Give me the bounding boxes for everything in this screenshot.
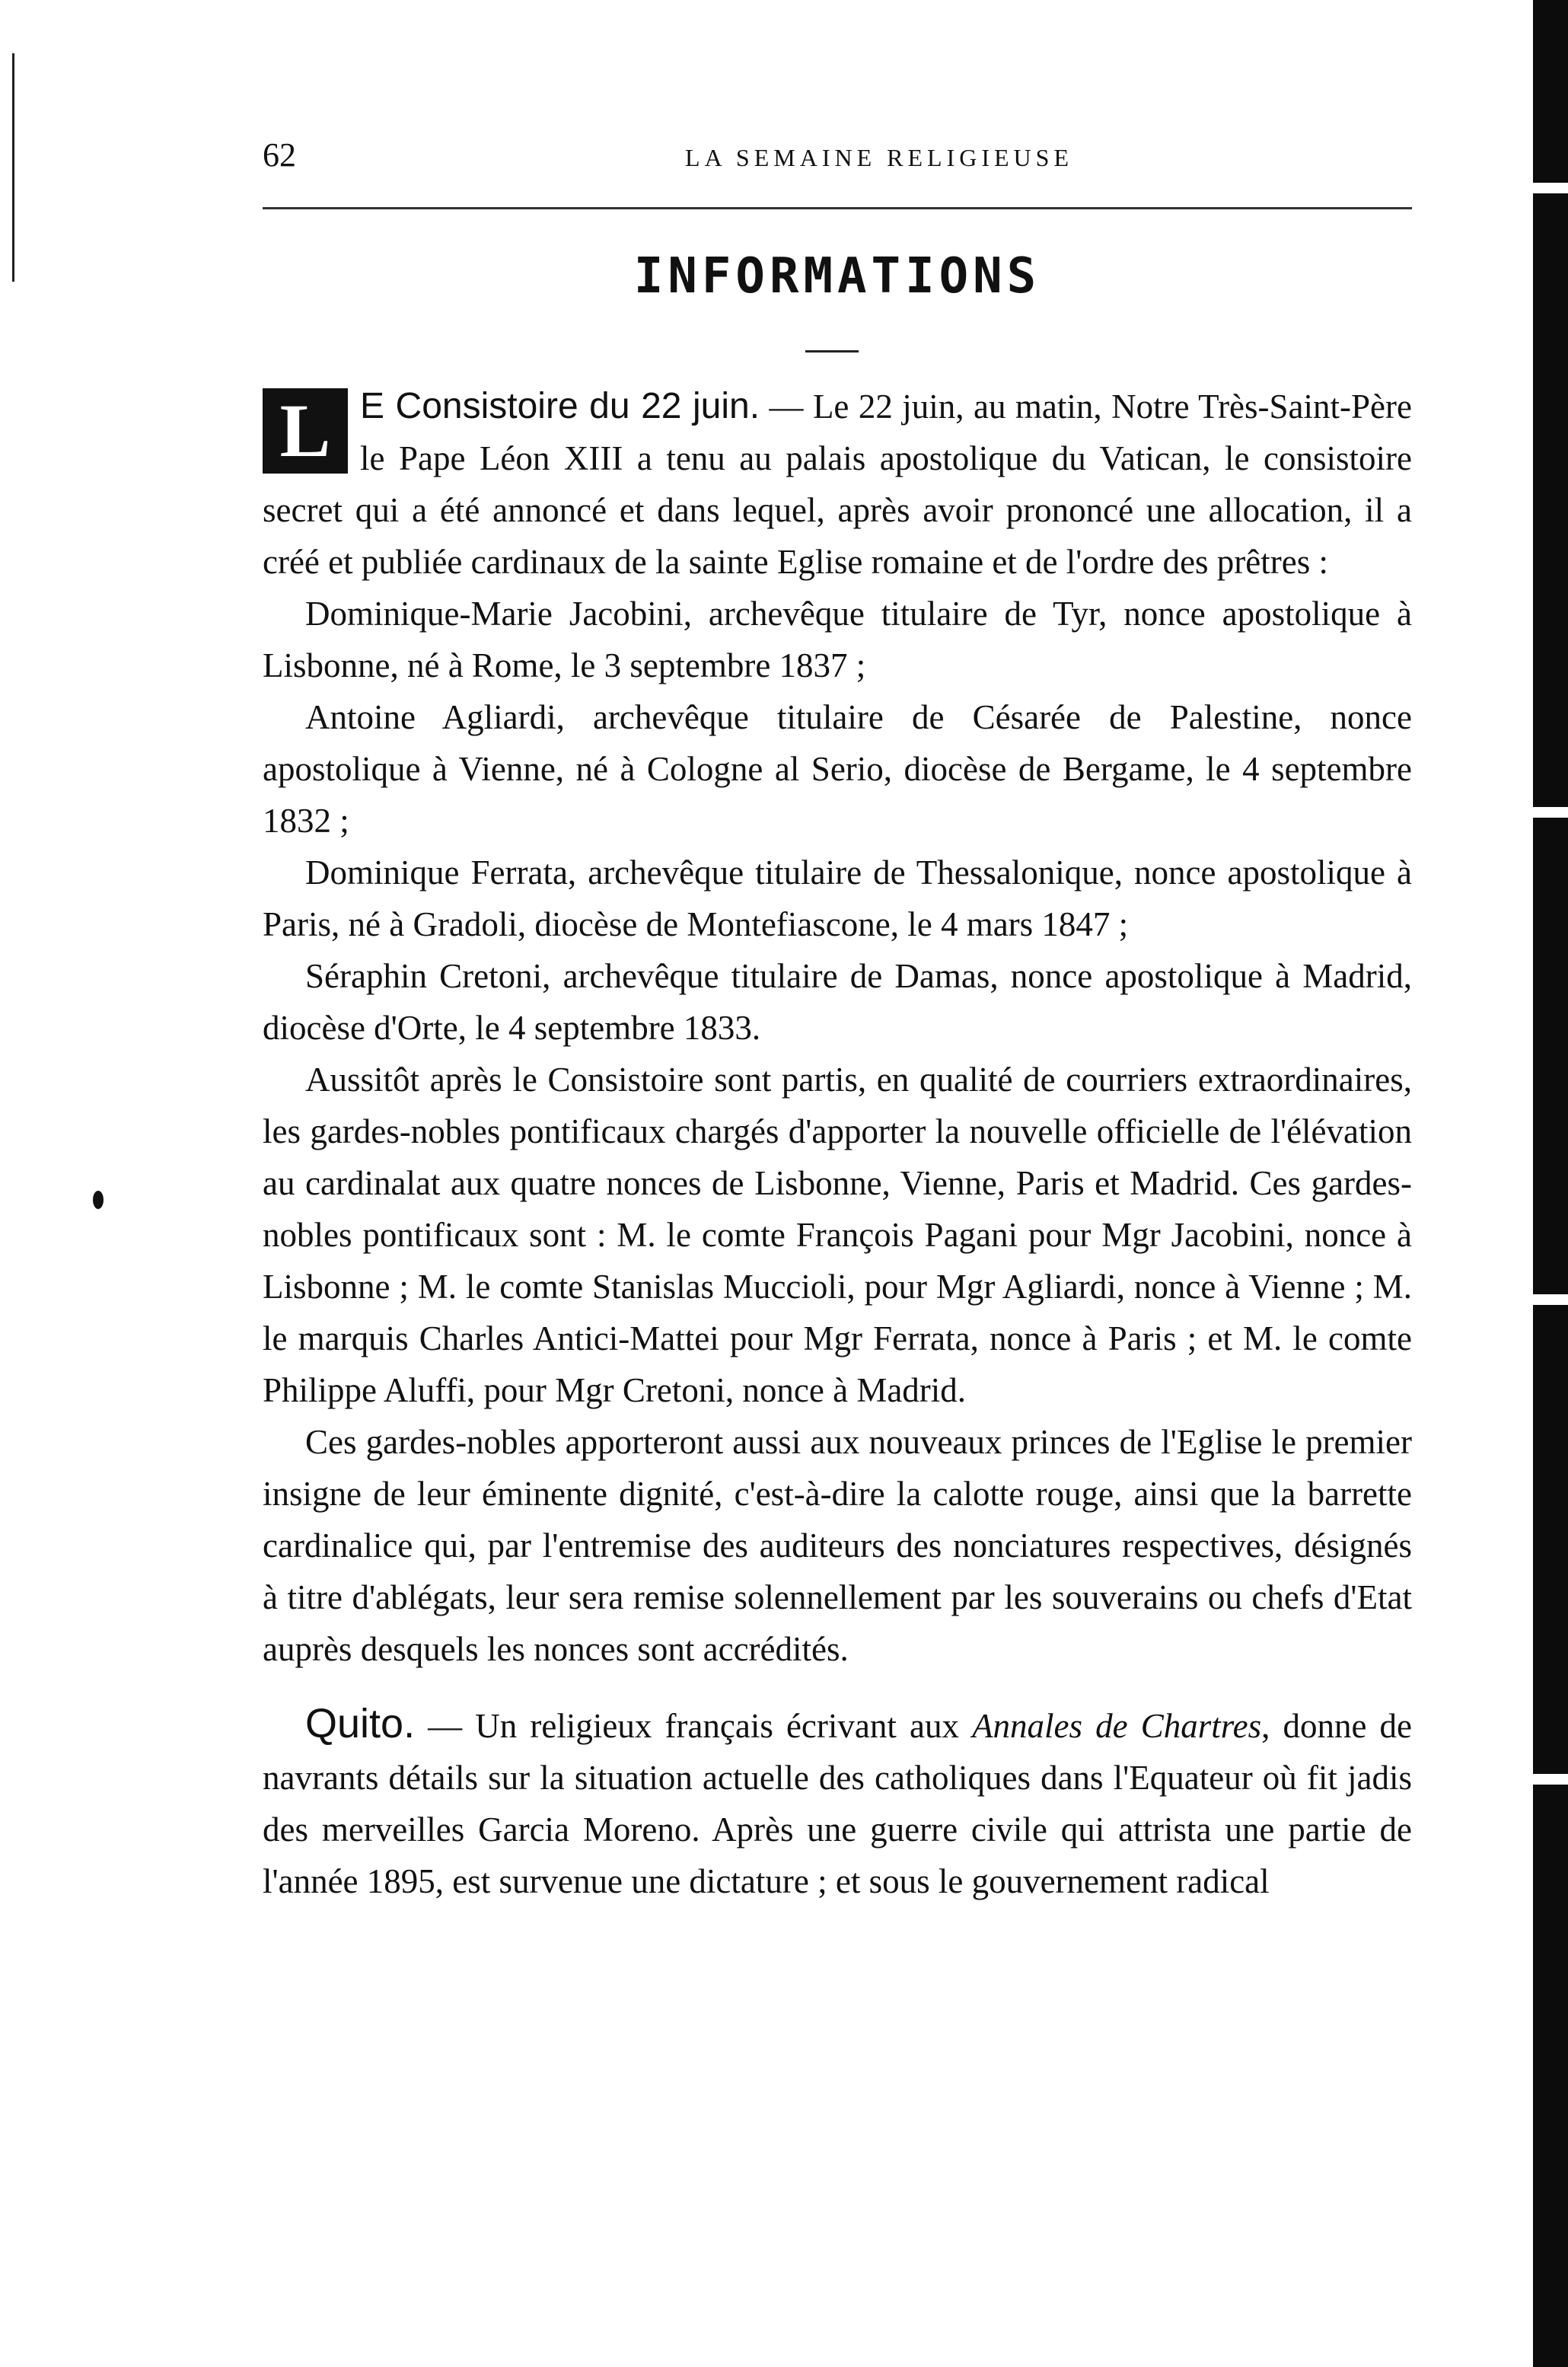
article-body [263, 381, 1412, 1907]
running-title: LA SEMAINE RELIGIEUSE [685, 144, 1073, 171]
paragraph-insignes: Ces gardes-nobles apporteront aussi aux nouveaux princes de l'Eglise le premier insigne de leur éminente dignité, c'est-à-dire la calotte rouge, ainsi que la barrette cardinalice qui, par l'entremise des auditeurs des nonciatures respectives, désignés à titre d'ablégats, leur sera remise solennellement par les souverains ou chefs d'Etat auprès desquels les nonces sont accrédités. [263, 1423, 1412, 1668]
article-heading-consistoire: E Consistoire du 22 juin. [360, 386, 760, 426]
intro-text: — Le 22 juin, au matin, Notre Très-Saint-Père le Pape Léon XIII a tenu au palais apostolique du Vatican, le consistoire secret qui a été annoncé et dans lequel, après avoir prononcé une allocation, il a créé et publiée cardinaux de la sainte Eglise romaine et de l'ordre des prêtres : [263, 388, 1412, 581]
paragraph-jacobini: Dominique-Marie Jacobini, archevêque titulaire de Tyr, nonce apostolique à Lisbonne, né à Rome, le 3 septembre 1837 ; [263, 595, 1412, 684]
section-title: INFORMATIONS [633, 248, 1041, 305]
drop-cap: L [263, 388, 348, 474]
quito-text-after: , donne de navrants détails sur la situation actuelle des catholiques dans l'Equateur où fit jadis des merveilles Garcia Moreno. Après une guerre civile qui attrista une partie de l'année 1895, est survenue une dictature ; et sous le gouvernement radical [263, 1707, 1413, 1900]
page-header [263, 136, 1404, 174]
margin-bullet [93, 1191, 104, 1209]
paragraph-ferrata: Dominique Ferrata, archevêque titulaire de Thessalonique, nonce apostolique à Paris, né à Gradoli, diocèse de Montefiascone, le 4 mars 1847 ; [263, 853, 1412, 943]
scan-edge-right [1533, 0, 1568, 2367]
quito-text-before: — Un religieux français écrivant aux [415, 1707, 973, 1745]
article-heading-quito: Quito. [305, 1701, 416, 1747]
header-rule [263, 207, 1412, 209]
title-rule [805, 350, 859, 352]
article-quito [263, 1698, 1412, 1907]
page-number: 62 [263, 136, 296, 174]
paragraph-agliardi: Antoine Agliardi, archevêque titulaire de Césarée de Palestine, nonce apostolique à Vienne, né à Cologne al Serio, diocèse de Bergame, le 4 septembre 1832 ; [263, 698, 1412, 840]
paragraph-cretoni: Séraphin Cretoni, archevêque titulaire de Damas, nonce apostolique à Madrid, diocèse d'Orte, le 4 septembre 1833. [263, 957, 1412, 1047]
journal-title: Annales de Chartres [972, 1707, 1262, 1745]
paragraph-gardes-nobles: Aussitôt après le Consistoire sont partis, en qualité de courriers extraordinaires, les gardes-nobles pontificaux chargés d'apporter la nouvelle officielle de l'élévation au cardinalat aux quatre nonces de Lisbonne, Vienne, Paris et Madrid. Ces gardes-nobles pontificaux sont : M. le comte François Pagani pour Mgr Jacobini, nonce à Lisbonne ; M. le comte Stanislas Muccioli, pour Mgr Agliardi, nonce à Vienne ; M. le marquis Charles Antici-Mattei pour Mgr Ferrata, nonce à Paris ; et M. le comte Philippe Aluffi, pour Mgr Cretoni, nonce à Madrid. [263, 1061, 1412, 1409]
article-consistoire-intro [263, 381, 1412, 588]
scan-edge-left [12, 53, 14, 282]
